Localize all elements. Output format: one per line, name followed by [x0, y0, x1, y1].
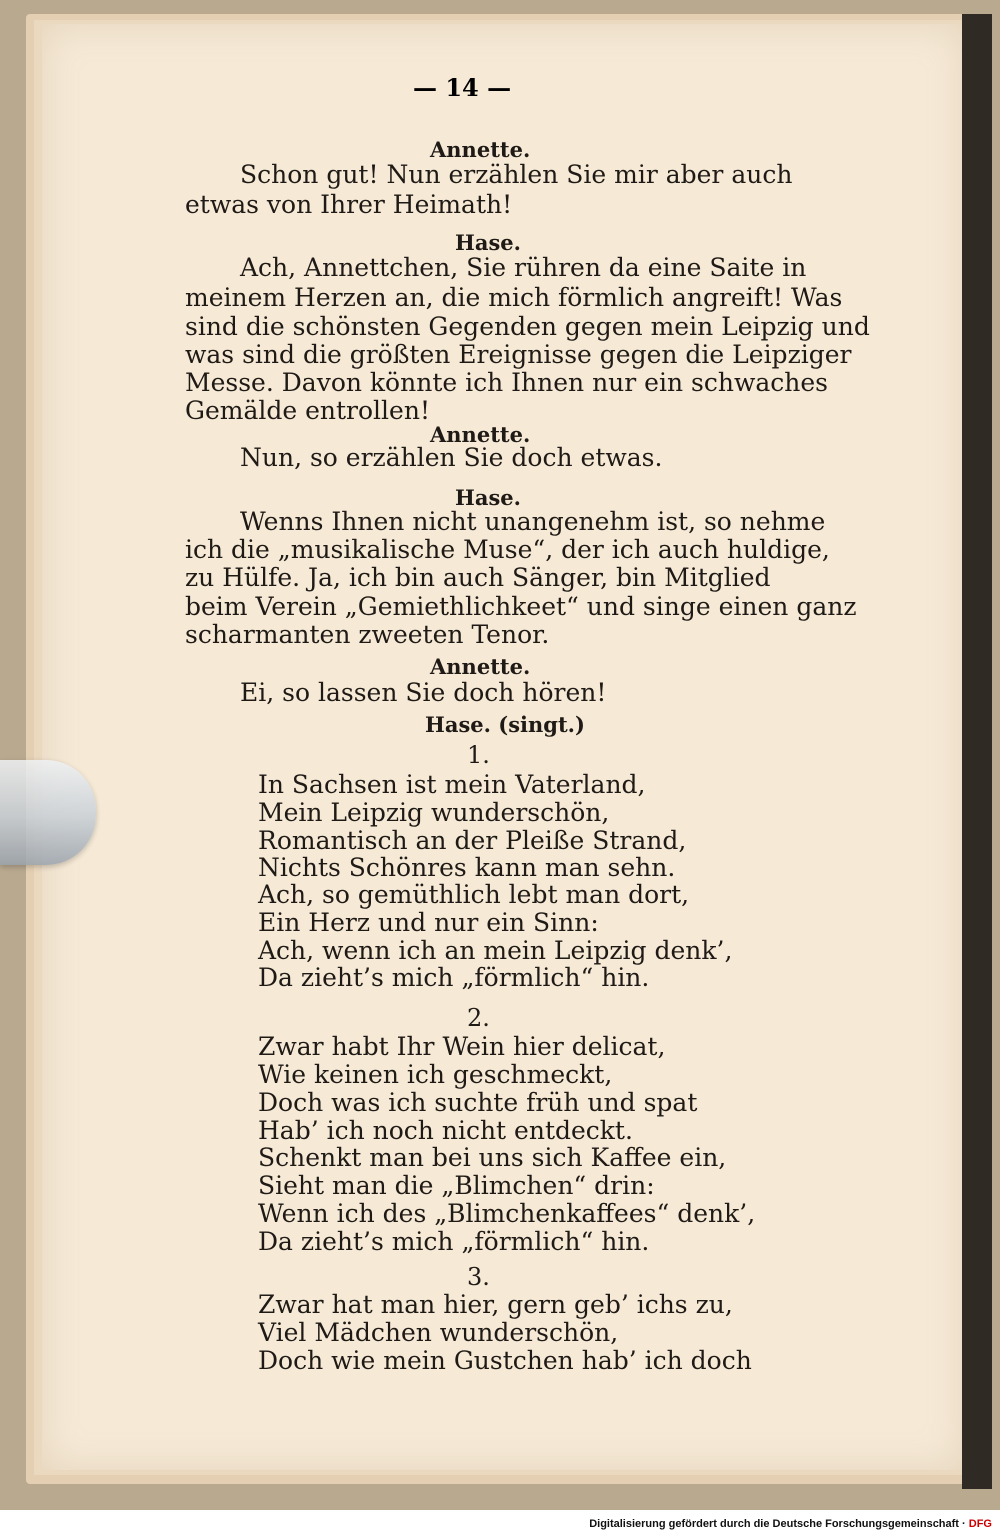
speaker-name: Hase. (singt.): [425, 712, 585, 737]
speaker-name: Annette.: [430, 137, 531, 162]
prose-line: Wenns Ihnen nicht unangenehm ist, so nehme: [240, 507, 826, 536]
prose-line: Schon gut! Nun erzählen Sie mir aber auch: [240, 160, 793, 189]
verse-line: Romantisch an der Pleiße Strand,: [258, 826, 687, 855]
speaker-name: Hase.: [455, 230, 521, 255]
speaker-name: Annette.: [430, 422, 531, 447]
prose-line: Gemälde entrollen!: [185, 396, 430, 425]
verse-line: Da zieht’s mich „förmlich“ hin.: [258, 963, 650, 992]
verse-line: Doch wie mein Gustchen hab’ ich doch: [258, 1346, 752, 1375]
verse-line: Ein Herz und nur ein Sinn:: [258, 908, 599, 937]
book-spine-edge: [962, 14, 992, 1489]
verse-line: Wie keinen ich geschmeckt,: [258, 1060, 613, 1089]
verse-line: Hab’ ich noch nicht entdeckt.: [258, 1116, 633, 1145]
prose-line: etwas von Ihrer Heimath!: [185, 190, 513, 219]
prose-line: scharmanten zweeten Tenor.: [185, 620, 550, 649]
verse-line: In Sachsen ist mein Vaterland,: [258, 770, 646, 799]
page-number: — 14 —: [413, 73, 512, 102]
footer-text: Digitalisierung gefördert durch die Deutsche Forschungsgemeinschaft: [589, 1518, 959, 1530]
prose-line: Nun, so erzählen Sie doch etwas.: [240, 443, 663, 472]
verse-number: 1.: [467, 741, 490, 769]
speaker-name: Annette.: [430, 654, 531, 679]
verse-number: 3.: [467, 1263, 490, 1291]
verse-line: Sieht man die „Blimchen“ drin:: [258, 1171, 655, 1200]
prose-line: Messe. Davon könnte ich Ihnen nur ein schwaches: [185, 368, 828, 397]
verse-line: Schenkt man bei uns sich Kaffee ein,: [258, 1143, 727, 1172]
prose-line: Ach, Annettchen, Sie rühren da eine Saite in: [240, 253, 807, 282]
prose-line: Ei, so lassen Sie doch hören!: [240, 678, 607, 707]
verse-line: Viel Mädchen wunderschön,: [258, 1318, 619, 1347]
speaker-name: Hase.: [455, 485, 521, 510]
page-clip: [0, 760, 96, 865]
verse-line: Wenn ich des „Blimchenkaffees“ denk’,: [258, 1199, 756, 1228]
prose-line: ich die „musikalische Muse“, der ich auch huldige,: [185, 535, 830, 564]
verse-line: Zwar habt Ihr Wein hier delicat,: [258, 1032, 666, 1061]
verse-line: Mein Leipzig wunderschön,: [258, 798, 610, 827]
dfg-logo: DFG: [968, 1518, 992, 1530]
verse-number: 2.: [467, 1004, 490, 1032]
prose-line: zu Hülfe. Ja, ich bin auch Sänger, bin Mitglied: [185, 563, 771, 592]
verse-line: Ach, so gemüthlich lebt man dort,: [258, 880, 690, 909]
prose-line: meinem Herzen an, die mich förmlich angreift! Was: [185, 283, 843, 312]
footer-credit: Digitalisierung gefördert durch die Deutsche Forschungsgemeinschaft · DFG: [589, 1518, 992, 1530]
verse-line: Da zieht’s mich „förmlich“ hin.: [258, 1227, 650, 1256]
verse-line: Ach, wenn ich an mein Leipzig denk’,: [258, 936, 733, 965]
prose-line: sind die schönsten Gegenden gegen mein Leipzig und: [185, 312, 870, 341]
prose-line: was sind die größten Ereignisse gegen die Leipziger: [185, 340, 852, 369]
verse-line: Nichts Schönres kann man sehn.: [258, 853, 676, 882]
verse-line: Doch was ich suchte früh und spat: [258, 1088, 698, 1117]
verse-line: Zwar hat man hier, gern geb’ ichs zu,: [258, 1290, 733, 1319]
prose-line: beim Verein „Gemiethlichkeet“ und singe einen ganz: [185, 592, 857, 621]
